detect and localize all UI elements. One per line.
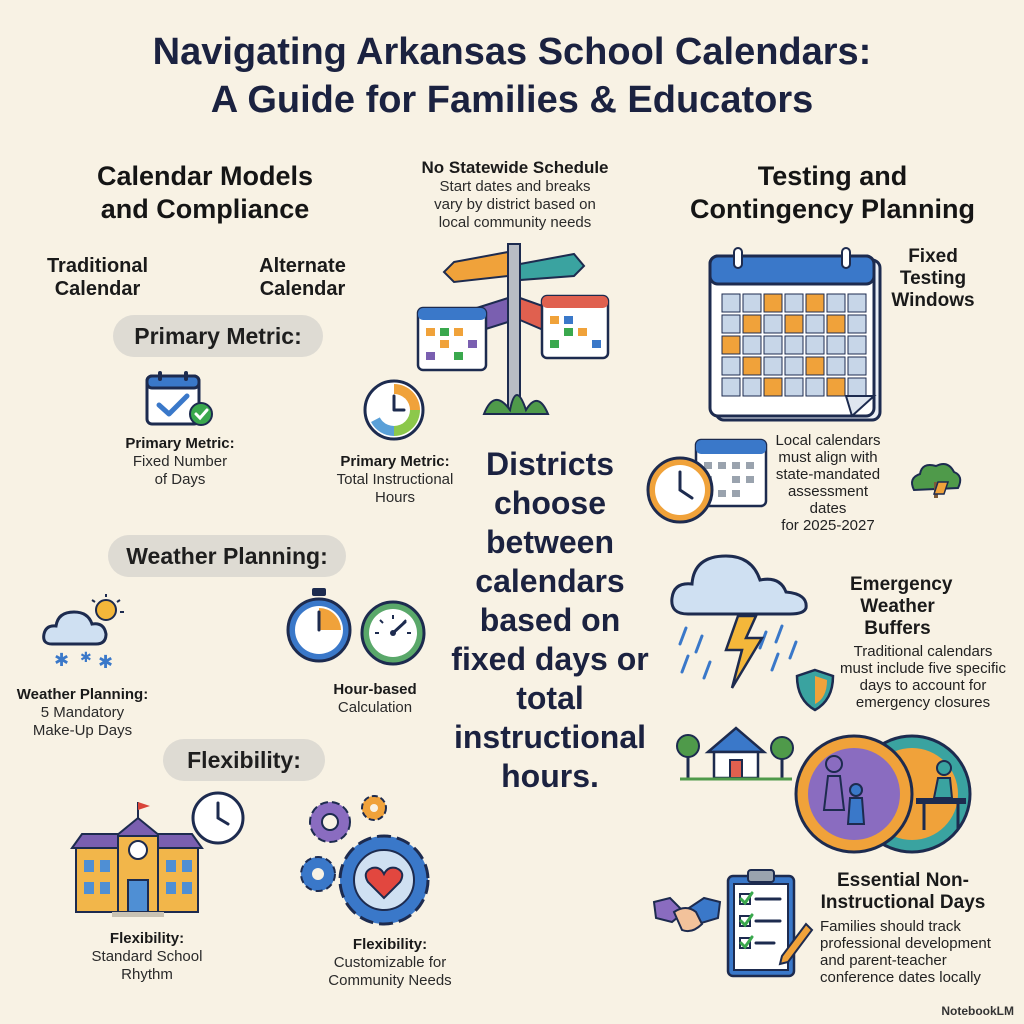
alternate-flex-line-1: Customizable for	[333, 954, 447, 971]
col-alternate-line-1: Alternate	[259, 255, 346, 277]
statement-line-1: Districts	[485, 446, 615, 482]
testing-body-line-1: Local calendars	[775, 432, 881, 449]
col-traditional-line-1: Traditional	[46, 255, 149, 277]
testing-head-line-1: Fixed	[908, 246, 958, 267]
non-instructional-body	[820, 918, 1000, 986]
left-section-title	[70, 160, 340, 226]
calendar-cell	[785, 294, 803, 312]
calendar-cell	[806, 315, 824, 333]
title-line-1: Navigating Arkansas School Calendars:	[152, 31, 872, 73]
calendar-cell	[764, 315, 782, 333]
testing-head-line-3: Windows	[891, 290, 975, 311]
testing-windows-body	[768, 432, 888, 534]
calendar-cell	[743, 294, 761, 312]
nonins-body-line-2: professional development	[820, 935, 991, 952]
calendar-cell	[806, 357, 824, 375]
family-circle-icon	[792, 732, 974, 856]
traditional-flex-line-2: Rhythm	[121, 966, 173, 983]
calendar-cell	[785, 357, 803, 375]
calendar-cell	[848, 336, 866, 354]
title-line-2: A Guide for Families & Educators	[210, 79, 814, 121]
wall-clock-icon	[190, 790, 246, 846]
calendar-check-icon	[145, 370, 215, 430]
traditional-weather-label: Weather Planning:	[16, 686, 149, 703]
calendar-cell	[722, 315, 740, 333]
calendar-cell	[848, 294, 866, 312]
alternate-weather-line-1: Calculation	[337, 699, 413, 716]
brand-label: NotebookLM	[941, 1004, 1014, 1018]
alternate-flex-caption	[310, 936, 470, 990]
nonins-body-line-3: and parent-teacher	[820, 952, 947, 969]
nonins-body-line-1: Families should track	[820, 918, 961, 935]
wall-clock-icon	[646, 436, 776, 528]
no-statewide-block	[395, 157, 635, 232]
col-head-traditional	[30, 255, 165, 301]
col-alternate-line-2: Calendar	[259, 278, 346, 300]
checklist-icon	[724, 868, 814, 980]
page-title	[40, 28, 984, 124]
statement-line-9: hours.	[501, 758, 599, 794]
left-title-line-2: and Compliance	[100, 194, 310, 224]
calendar-cell	[722, 294, 740, 312]
traditional-metric-line-1: Fixed Number	[132, 453, 228, 470]
calendar-cell	[743, 378, 761, 396]
gears-heart-icon	[296, 794, 440, 934]
testing-windows-head	[888, 246, 978, 312]
statement-line-8: instructional	[453, 719, 646, 755]
col-head-alternate	[235, 255, 370, 301]
traditional-weather-line-1: 5 Mandatory	[40, 704, 125, 721]
stopwatch-icon	[284, 586, 354, 666]
calendar-cell	[743, 357, 761, 375]
alternate-weather-caption	[300, 681, 450, 717]
no-statewide-line-2: vary by district based on	[434, 196, 596, 213]
testing-head-line-2: Testing	[899, 268, 967, 289]
calendar-cell	[827, 315, 845, 333]
svg-text:✱: ✱	[80, 650, 92, 666]
handshake-icon	[652, 890, 722, 938]
testing-calendar-icon	[706, 246, 884, 424]
weather-body-line-3: days to account for	[859, 677, 987, 694]
calendar-cell	[722, 336, 740, 354]
alternate-weather-label: Hour-based	[333, 681, 417, 698]
left-title-line-1: Calendar Models	[96, 161, 314, 191]
alternate-metric-line-1: Total Instructional	[336, 471, 454, 488]
calendar-cell	[764, 294, 782, 312]
weather-head-line-3: Buffers	[864, 618, 931, 639]
calendar-cell	[827, 294, 845, 312]
tree-icon	[908, 460, 964, 500]
right-section-title	[675, 160, 990, 226]
nonins-head-line-1: Essential Non-	[837, 870, 969, 891]
calendar-cell	[743, 336, 761, 354]
statement-line-7: total	[516, 680, 584, 716]
calendar-cell	[785, 315, 803, 333]
school-building-icon	[72, 800, 202, 918]
weather-head-line-2: Weather	[860, 596, 935, 617]
statement-line-6: fixed days or	[451, 641, 649, 677]
calendar-cell	[848, 315, 866, 333]
svg-text:✱: ✱	[54, 650, 70, 671]
weather-body-line-2: must include five specific	[840, 660, 1006, 677]
right-title-line-1: Testing and	[757, 161, 908, 191]
traditional-weather-line-2: Make-Up Days	[32, 722, 133, 739]
weather-head-line-1: Emergency	[850, 574, 953, 595]
pill-primary-metric: Primary Metric:	[113, 315, 323, 357]
no-statewide-heading: No Statewide Schedule	[421, 158, 609, 177]
traditional-metric-caption	[95, 435, 265, 489]
gauge-icon	[358, 598, 428, 668]
house-icon	[672, 722, 800, 782]
traditional-metric-line-2: of Days	[154, 471, 206, 488]
weather-buffers-head	[850, 574, 953, 640]
statement-line-4: calendars	[475, 563, 625, 599]
calendar-cell	[848, 357, 866, 375]
calendar-cell	[764, 336, 782, 354]
calendar-cell	[827, 357, 845, 375]
right-title-line-2: Contingency Planning	[689, 194, 975, 224]
calendar-cell	[743, 315, 761, 333]
svg-text:✱: ✱	[98, 652, 114, 673]
alternate-flex-label: Flexibility:	[352, 936, 428, 953]
alternate-flex-line-2: Community Needs	[328, 972, 452, 989]
calendar-cell	[764, 378, 782, 396]
nonins-body-line-4: conference dates locally	[820, 969, 981, 986]
statement-line-3: between	[485, 524, 615, 560]
calendar-cell	[806, 336, 824, 354]
statement-line-2: choose	[493, 485, 607, 521]
testing-body-line-2: must align with	[778, 449, 878, 466]
traditional-flex-line-1: Standard School	[91, 948, 203, 965]
weather-body-line-1: Traditional calendars	[853, 643, 993, 660]
alternate-metric-line-2: Hours	[374, 489, 415, 506]
traditional-flex-label: Flexibility:	[109, 930, 185, 947]
testing-body-line-3: state-mandated	[775, 466, 881, 483]
calendar-cell	[806, 378, 824, 396]
calendar-cell	[806, 294, 824, 312]
calendar-cell	[722, 357, 740, 375]
calendar-cell	[764, 357, 782, 375]
calendar-cell	[785, 336, 803, 354]
nonins-head-line-2: Instructional Days	[820, 892, 986, 913]
testing-body-line-5: for 2025-2027	[781, 517, 875, 534]
storm-cloud-icon	[666, 542, 816, 692]
pill-flexibility: Flexibility:	[163, 739, 325, 781]
testing-body-line-4: assessment dates	[787, 483, 869, 517]
calendar-cell	[785, 378, 803, 396]
no-statewide-line-1: Start dates and breaks	[439, 178, 591, 195]
calendar-cell	[827, 378, 845, 396]
traditional-flex-caption	[62, 930, 232, 984]
statement-line-5: based on	[479, 602, 621, 638]
pill-weather-planning: Weather Planning:	[108, 535, 346, 577]
traditional-metric-label: Primary Metric:	[125, 435, 235, 452]
alternate-metric-label: Primary Metric:	[340, 453, 450, 470]
calendar-cell	[848, 378, 866, 396]
col-traditional-line-2: Calendar	[54, 278, 141, 300]
no-statewide-line-3: local community needs	[438, 214, 592, 231]
weather-body-line-4: emergency closures	[855, 694, 991, 711]
weather-cloud-icon	[40, 592, 132, 672]
traditional-weather-caption	[0, 686, 165, 740]
signpost-icon	[414, 240, 614, 418]
non-instructional-head	[818, 870, 988, 914]
center-statement	[440, 445, 660, 796]
calendar-cell	[827, 336, 845, 354]
calendar-cell	[722, 378, 740, 396]
weather-buffers-body	[828, 643, 1018, 711]
